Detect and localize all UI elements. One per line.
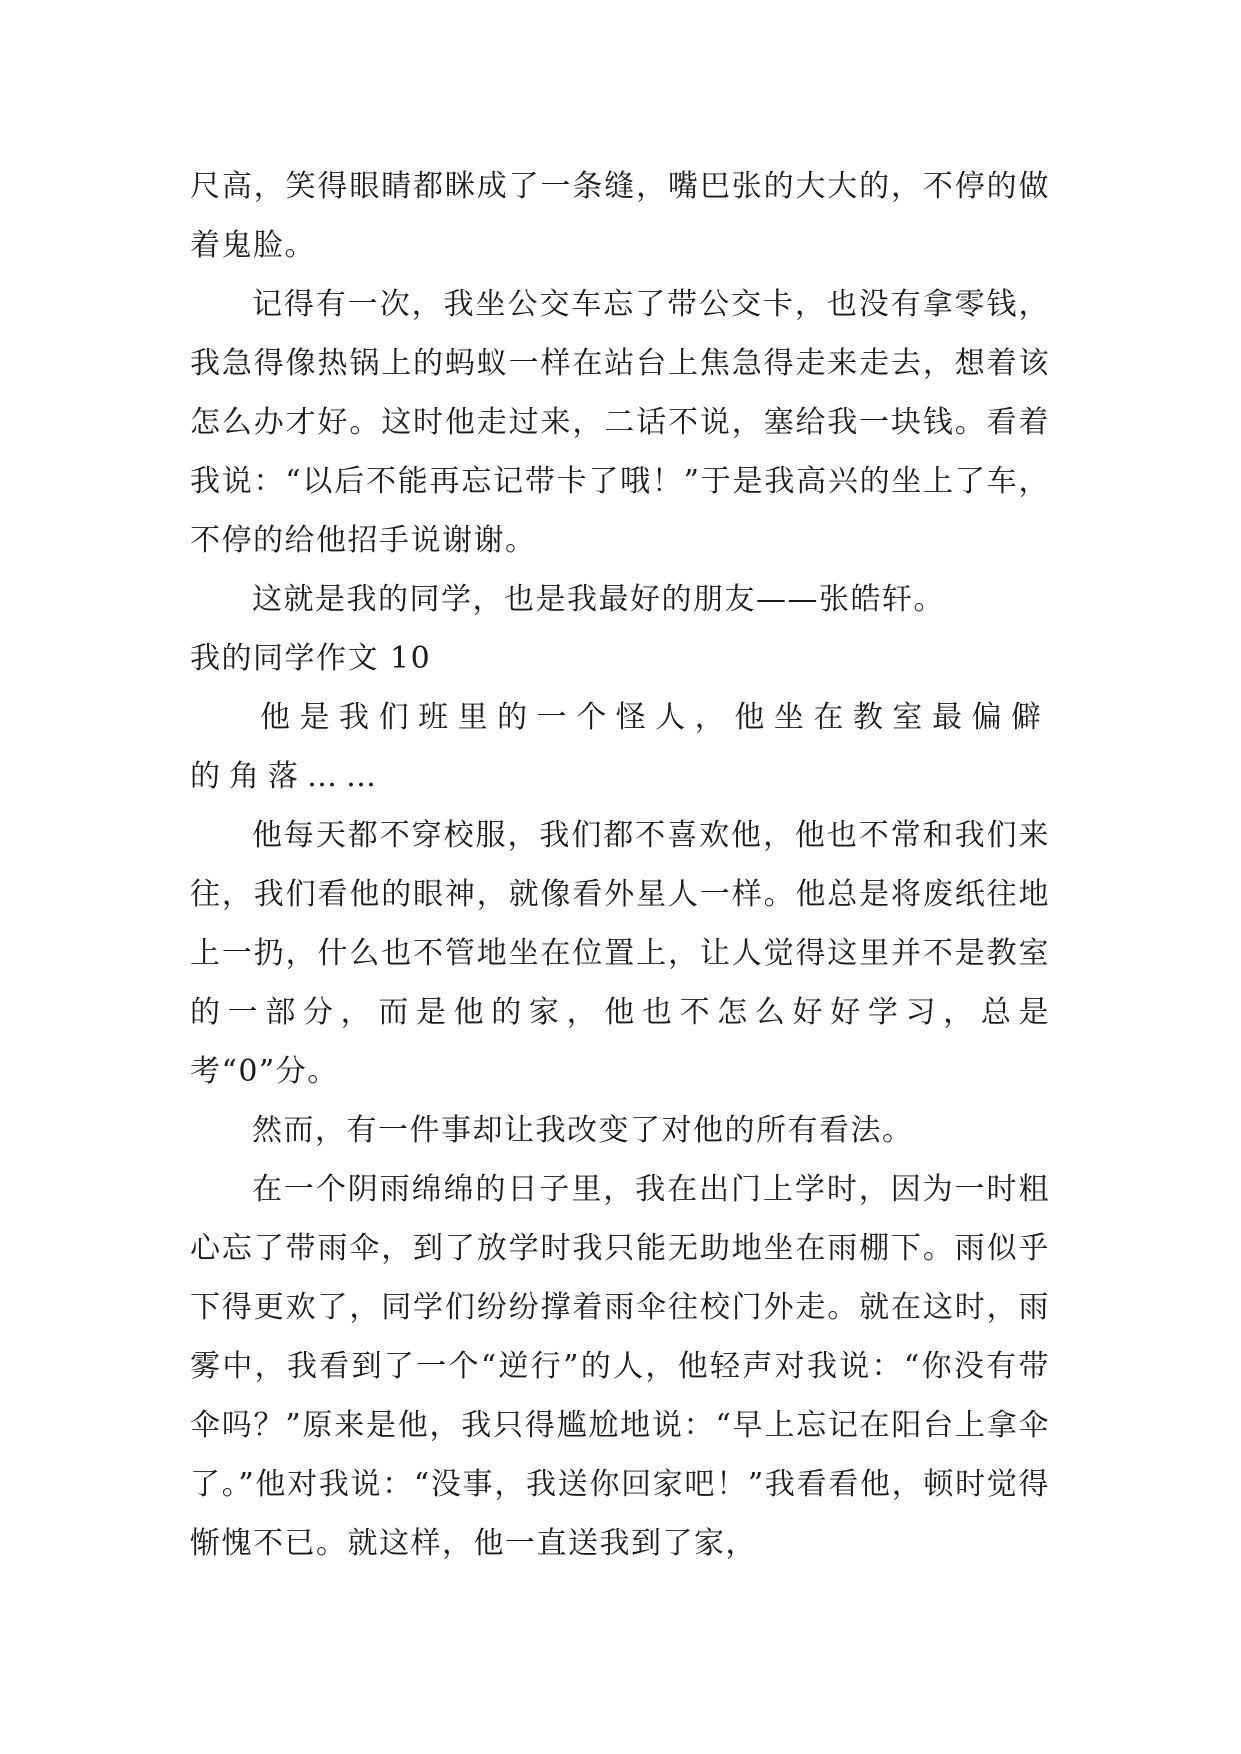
paragraph-6: 然而，有一件事却让我改变了对他的所有看法。	[252, 1113, 914, 1148]
paragraph-1: 尺高，笑得眼睛都眯成了一条缝，嘴巴张的大大的，不停的做着鬼脸。	[190, 169, 1050, 263]
document-body	[190, 157, 1050, 1573]
paragraph-2: 记得有一次，我坐公交车忘了带公交卡，也没有拿零钱，我急得像热锅上的蚂蚁一样在站台上焦急得走来走去，想着该怎么办才好。这时他走过来，二话不说，塞给我一块钱。看着我说：“以后不能再忘记带卡了哦！”于是我高兴的坐上了车，不停的给他招手说谢谢。	[190, 287, 1050, 558]
paragraph-3: 这就是我的同学，也是我最好的朋友——张皓轩。	[252, 582, 945, 617]
section-heading: 我的同学作文 10	[190, 641, 432, 676]
paragraph-7: 在一个阴雨绵绵的日子里，我在出门上学时，因为一时粗心忘了带雨伞，到了放学时我只能无助地坐在雨棚下。雨似乎下得更欢了，同学们纷纷撑着雨伞往校门外走。就在这时，雨雾中，我看到了一个“逆行”的人，他轻声对我说：“你没有带伞吗？”原来是他，我只得尴尬地说：“早上忘记在阳台上拿伞了。”他对我说：“没事，我送你回家吧！”我看看他，顿时觉得惭愧不已。就这样，他一直送我到了家，	[190, 1172, 1050, 1561]
paragraph-5: 他每天都不穿校服，我们都不喜欢他，他也不常和我们来往，我们看他的眼神，就像看外星人一样。他总是将废纸往地上一扔，什么也不管地坐在位置上，让人觉得这里并不是教室的一部分，而是他的家，他也不怎么好好学习，总是考“0”分。	[190, 818, 1050, 1089]
paragraph-4: 他是我们班里的一个怪人，他坐在教室最偏僻的角落……	[190, 700, 1050, 794]
